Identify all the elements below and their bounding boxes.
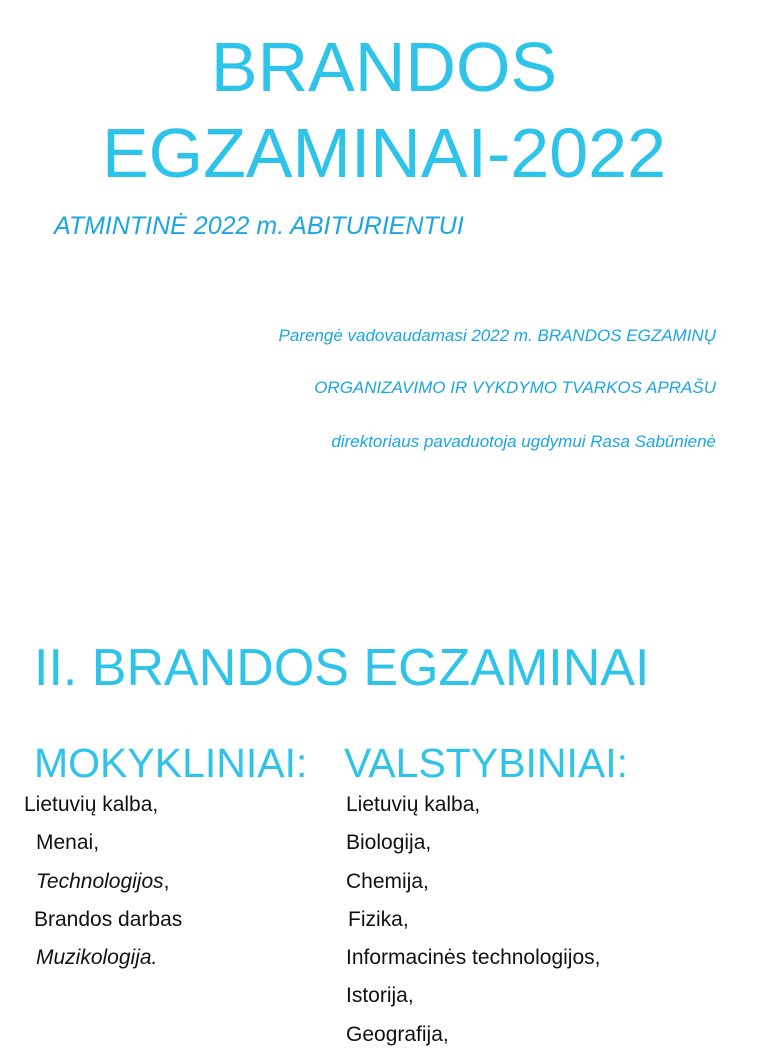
state-exam-item: Geografija, <box>346 1022 449 1046</box>
exams-slide <box>0 560 768 1046</box>
credit-line-1: Parengė vadovaudamasi 2022 m. BRANDOS EGZAMINŲ <box>278 326 716 345</box>
state-exam-item: Lietuvių kalba, <box>346 793 481 816</box>
school-exam-item: Menai, <box>36 831 100 855</box>
subtitle: ATMINTINĖ 2022 m. ABITURIENTUI <box>54 212 464 240</box>
section-heading: II. BRANDOS EGZAMINAI <box>34 639 650 697</box>
state-exams-list <box>346 786 600 1054</box>
school-exam-item: Lietuvių kalba, <box>24 793 159 816</box>
state-exam-item: Informacinės technologijos, <box>346 946 601 970</box>
school-exam-item: Technologijos, <box>36 869 170 893</box>
title-line-1: BRANDOS <box>210 28 558 106</box>
state-exam-item: Istorija, <box>346 984 414 1008</box>
state-exam-item: Chemija, <box>346 869 429 893</box>
school-exam-item: Brandos darbas <box>34 907 183 931</box>
school-exams-header: MOKYKLINIAI: <box>34 740 308 786</box>
credit-line-2: ORGANIZAVIMO IR VYKDYMO TVARKOS APRAŠU <box>314 378 716 397</box>
school-exam-item: Muzikologija. <box>36 946 158 970</box>
title-line-2: EGZAMINAI-2022 <box>101 114 667 192</box>
state-exam-item: Biologija, <box>346 831 432 855</box>
credit-line-3: direktoriaus pavaduotoja ugdymui Rasa Sabūnienė <box>331 432 716 451</box>
state-exams-header: VALSTYBINIAI: <box>344 740 629 786</box>
school-exams-list <box>24 786 182 977</box>
state-exam-item: Fizika, <box>348 907 409 931</box>
